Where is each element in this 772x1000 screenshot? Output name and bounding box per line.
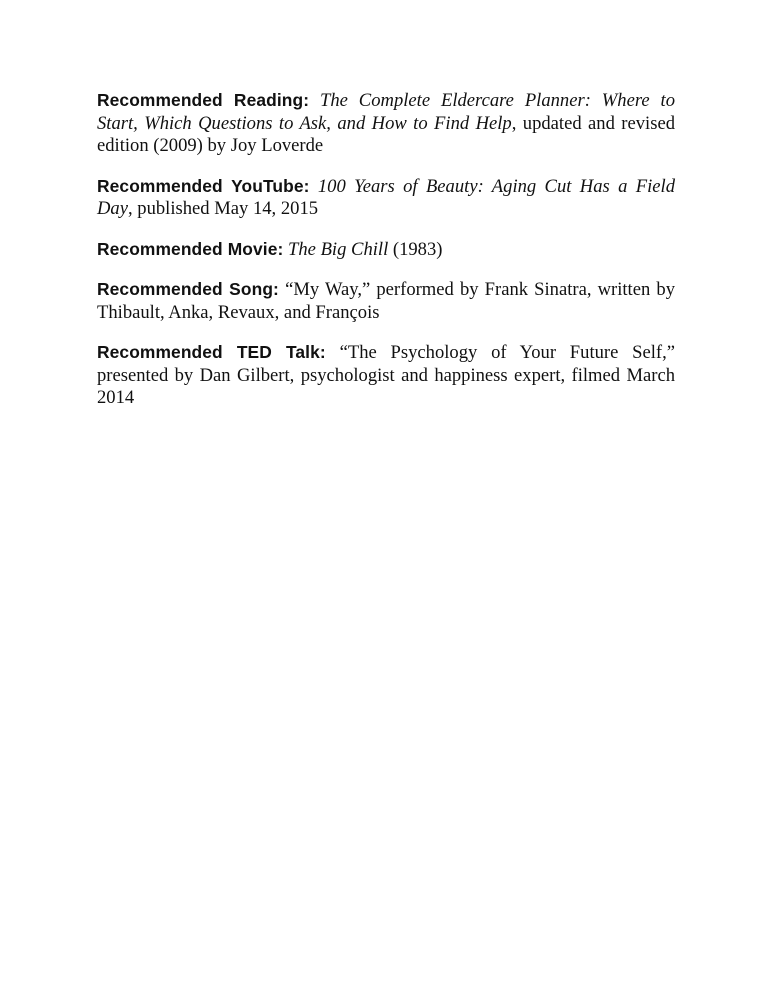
entry-text: “My Way,” performed by Frank Sinatra, written by Thibault, Anka, Revaux, and François xyxy=(97,279,675,323)
entry-label: Recommended TED Talk: xyxy=(97,342,326,362)
recommended-youtube xyxy=(97,175,675,221)
recommended-song xyxy=(97,278,675,324)
movie-title: The Big Chill xyxy=(288,238,389,260)
entry-label: Recommended Movie: xyxy=(97,238,284,259)
recommended-movie xyxy=(97,238,675,262)
entry-details: (1983) xyxy=(388,238,443,260)
entry-label: Recommended Song: xyxy=(97,279,279,299)
entry-label: Recommended YouTube: xyxy=(97,175,310,196)
recommendations-page xyxy=(97,89,675,427)
book-title: The Complete Eldercare Planner: Where to Start, Which Questions to Ask, and How to Find Help xyxy=(97,90,675,134)
entry-label: Recommended Reading: xyxy=(97,90,310,110)
recommended-ted-talk xyxy=(97,341,675,410)
video-title: 100 Years of Beauty: Aging Cut Has a Field Day xyxy=(97,175,675,219)
entry-text: “The Psychology of Your Future Self,” presented by Dan Gilbert, psychologist and happiness expert, filmed March 2014 xyxy=(97,342,675,408)
recommended-reading xyxy=(97,89,675,158)
entry-details: , published May 14, 2015 xyxy=(127,198,319,219)
entry-details: , updated and revised edition (2009) by Joy Loverde xyxy=(97,112,675,156)
